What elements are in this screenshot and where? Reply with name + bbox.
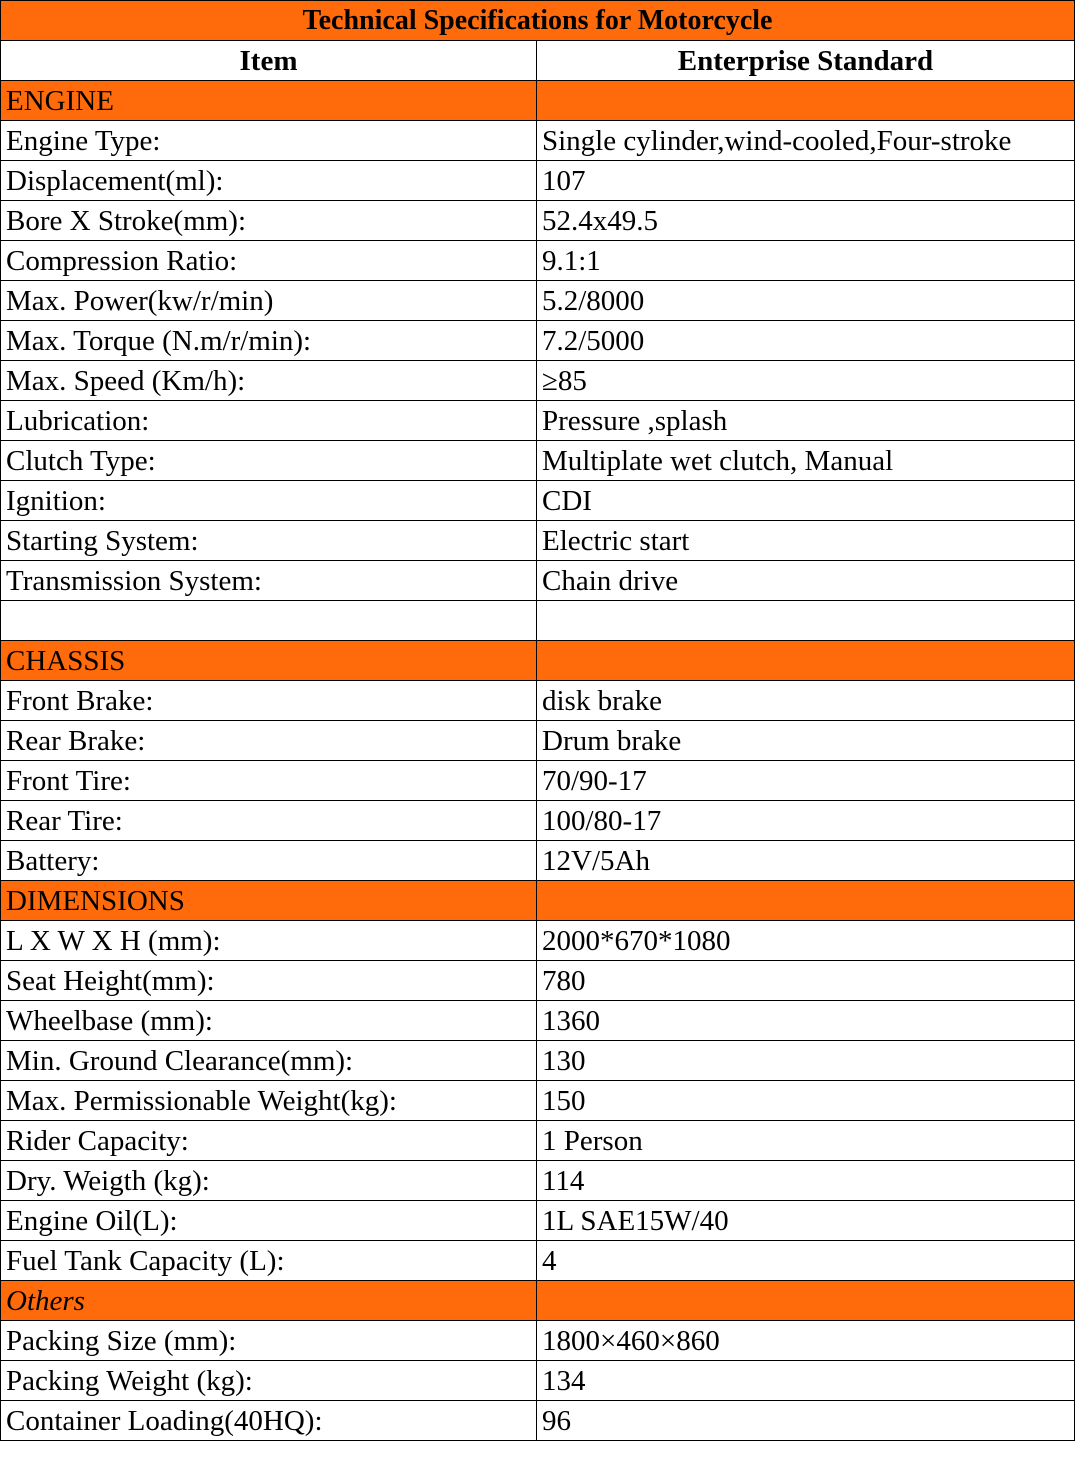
section-header-row — [1, 1281, 1075, 1321]
spec-item-label: Packing Weight (kg): — [1, 1361, 537, 1401]
spec-item-label: Rear Brake: — [1, 721, 537, 761]
spec-item-value: 100/80-17 — [537, 801, 1075, 841]
table-row — [1, 161, 1075, 201]
spec-item-label: Fuel Tank Capacity (L): — [1, 1241, 537, 1281]
spec-item-label: Battery: — [1, 841, 537, 881]
table-row — [1, 281, 1075, 321]
table-row — [1, 441, 1075, 481]
spec-item-value: 9.1:1 — [537, 241, 1075, 281]
spec-item-value: 70/90-17 — [537, 761, 1075, 801]
section-empty-cell — [537, 81, 1075, 121]
table-row — [1, 361, 1075, 401]
table-row — [1, 1001, 1075, 1041]
spec-item-label: Min. Ground Clearance(mm): — [1, 1041, 537, 1081]
table-row — [1, 1161, 1075, 1201]
table-row — [1, 1201, 1075, 1241]
table-row — [1, 1361, 1075, 1401]
spec-item-value: 130 — [537, 1041, 1075, 1081]
section-title: ENGINE — [1, 81, 537, 121]
section-header-row — [1, 881, 1075, 921]
spec-item-value: Multiplate wet clutch, Manual — [537, 441, 1075, 481]
spec-item-label: Displacement(ml): — [1, 161, 537, 201]
spec-item-value: Electric start — [537, 521, 1075, 561]
table-row — [1, 401, 1075, 441]
spec-item-value: 1L SAE15W/40 — [537, 1201, 1075, 1241]
table-row — [1, 1401, 1075, 1441]
table-row — [1, 121, 1075, 161]
section-empty-cell — [537, 1281, 1075, 1321]
spec-item-value: Chain drive — [537, 561, 1075, 601]
spec-item-label: Max. Power(kw/r/min) — [1, 281, 537, 321]
spec-item-label: Engine Type: — [1, 121, 537, 161]
spec-item-label: Transmission System: — [1, 561, 537, 601]
spec-item-label: Max. Torque (N.m/r/min): — [1, 321, 537, 361]
spec-item-value: 96 — [537, 1401, 1075, 1441]
table-row — [1, 1081, 1075, 1121]
spec-item-label: Front Brake: — [1, 681, 537, 721]
section-empty-cell — [537, 641, 1075, 681]
spec-item-value: disk brake — [537, 681, 1075, 721]
spec-item-value: ≥85 — [537, 361, 1075, 401]
table-row — [1, 1321, 1075, 1361]
section-title: Others — [1, 1281, 537, 1321]
table-row — [1, 321, 1075, 361]
table-row — [1, 1121, 1075, 1161]
table-row — [1, 241, 1075, 281]
table-row — [1, 761, 1075, 801]
spec-item-label: Compression Ratio: — [1, 241, 537, 281]
spec-item-label: Front Tire: — [1, 761, 537, 801]
spec-item-value: Single cylinder,wind-cooled,Four-stroke — [537, 121, 1075, 161]
table-title: Technical Specifications for Motorcycle — [1, 1, 1075, 41]
spec-item-value: 134 — [537, 1361, 1075, 1401]
table-row — [1, 1041, 1075, 1081]
spec-item-value: 1800×460×860 — [537, 1321, 1075, 1361]
spec-item-value: 52.4x49.5 — [537, 201, 1075, 241]
spec-item-value: 150 — [537, 1081, 1075, 1121]
spec-item-value: 1360 — [537, 1001, 1075, 1041]
spec-item-label: Clutch Type: — [1, 441, 537, 481]
spec-item-label: Max. Permissionable Weight(kg): — [1, 1081, 537, 1121]
spec-item-value: 1 Person — [537, 1121, 1075, 1161]
spec-item-label: Packing Size (mm): — [1, 1321, 537, 1361]
column-header-item: Item — [1, 41, 537, 81]
spec-item-value: 780 — [537, 961, 1075, 1001]
section-title: CHASSIS — [1, 641, 537, 681]
spec-item-label — [1, 601, 537, 641]
spec-item-label: Rider Capacity: — [1, 1121, 537, 1161]
title-row — [1, 1, 1075, 41]
specifications-table-body — [1, 1, 1075, 1441]
table-row — [1, 921, 1075, 961]
column-header-enterprise-standard: Enterprise Standard — [537, 41, 1075, 81]
spec-item-label: Container Loading(40HQ): — [1, 1401, 537, 1441]
section-header-row — [1, 641, 1075, 681]
table-row — [1, 801, 1075, 841]
spec-item-value: 5.2/8000 — [537, 281, 1075, 321]
spec-item-label: Ignition: — [1, 481, 537, 521]
table-row — [1, 721, 1075, 761]
spec-item-value: 4 — [537, 1241, 1075, 1281]
section-header-row — [1, 81, 1075, 121]
section-empty-cell — [537, 881, 1075, 921]
spec-item-label: L X W X H (mm): — [1, 921, 537, 961]
table-row — [1, 841, 1075, 881]
spec-item-label: Seat Height(mm): — [1, 961, 537, 1001]
table-row — [1, 1241, 1075, 1281]
table-row — [1, 481, 1075, 521]
spec-item-label: Lubrication: — [1, 401, 537, 441]
spec-item-label: Max. Speed (Km/h): — [1, 361, 537, 401]
spec-item-label: Bore X Stroke(mm): — [1, 201, 537, 241]
section-title: DIMENSIONS — [1, 881, 537, 921]
table-row — [1, 681, 1075, 721]
table-row — [1, 201, 1075, 241]
spec-item-value: 114 — [537, 1161, 1075, 1201]
spec-item-value: 107 — [537, 161, 1075, 201]
spec-item-label: Engine Oil(L): — [1, 1201, 537, 1241]
table-row — [1, 961, 1075, 1001]
table-row — [1, 561, 1075, 601]
spec-item-value: Drum brake — [537, 721, 1075, 761]
table-row — [1, 521, 1075, 561]
spec-item-label: Dry. Weigth (kg): — [1, 1161, 537, 1201]
spec-item-label: Starting System: — [1, 521, 537, 561]
spec-item-value: Pressure ,splash — [537, 401, 1075, 441]
spec-item-value — [537, 601, 1075, 641]
spec-item-label: Wheelbase (mm): — [1, 1001, 537, 1041]
spec-item-value: 2000*670*1080 — [537, 921, 1075, 961]
table-row — [1, 601, 1075, 641]
spec-item-value: 12V/5Ah — [537, 841, 1075, 881]
header-row — [1, 41, 1075, 81]
spec-item-label: Rear Tire: — [1, 801, 537, 841]
spec-item-value: 7.2/5000 — [537, 321, 1075, 361]
spec-item-value: CDI — [537, 481, 1075, 521]
